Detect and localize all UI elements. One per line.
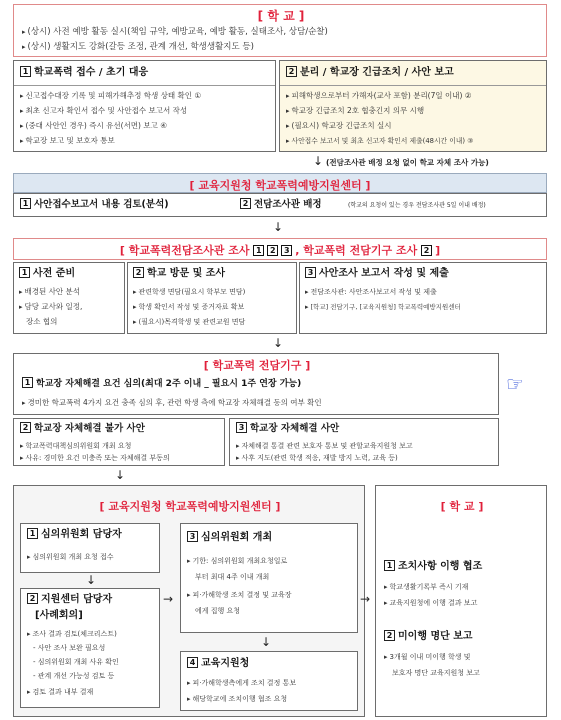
direct-investigation-note: (전담조사관 배정 요청 없이 학교 자체 조사 가능)	[326, 158, 489, 167]
box1-line-2: ▸ 최초 신고자 확인서 접수 및 사안접수 보고서 작성	[20, 104, 187, 118]
arrow-right-icon: →	[360, 592, 371, 606]
box2-line-1: ▸ 피해학생으로부터 가해자(교사 포함) 분리(7일 이내) ②	[286, 89, 472, 103]
school-top-title: [ 학 교 ]	[257, 9, 305, 23]
report-box: 3 사안조사 보고서 작성 및 제출 ▸ 전담조사관: 사안조사보고서 작성 및 제출 ▸ [학교] 전담기구, [교육지원청] 학교폭력예방지원센터	[299, 262, 547, 334]
box2-title: 분리 / 학교장 긴급조치 / 사안 보고	[300, 67, 454, 78]
initial-response-box	[13, 60, 276, 152]
arrow-right-icon: →	[163, 592, 174, 606]
box2-number: 2	[286, 66, 297, 77]
box1-line-3: ▸ (중대 사안인 경우) 즉시 유선(서면) 보고 ④	[20, 119, 167, 133]
arrow-down-icon: ↓	[313, 154, 324, 168]
center1-title: [ 교육지원청 학교폭력예방지원센터 ]	[189, 179, 371, 192]
center1-item1: 사안접수보고서 내용 검토(분석)	[34, 199, 169, 210]
box1-line-1: ▸ 신고접수대장 기록 및 피해가해추정 학생 상태 확인 ①	[20, 89, 201, 103]
center1-item2: 전담조사관 배정	[254, 199, 322, 210]
box1-line-4: ▸ 학교장 보고 및 보호자 통보	[20, 134, 115, 148]
arrow-down-icon: ↓	[273, 336, 284, 350]
arrow-down-icon: ↓	[86, 573, 97, 587]
committee-box: [ 학교폭력 전담기구 ] 1 학교장 자체해결 요건 심의(최대 2주 이내 _ 필요시 1주 연장 가능) ▸ 경미한 학교폭력 4가지 요건 충족 심의 후, 관련 학생 측에 학교장 자체해결 동의 여부 확인	[13, 353, 499, 415]
resolvable-box: 3 학교장 자체해결 사안 ▸ 자체해결 통결 관련 보호자 통보 및 관할교육지원청 보고 ▸ 사후 지도(관련 학생 적응, 재발 방지 노력, 교육 등)	[229, 418, 499, 466]
separation-box	[279, 60, 547, 152]
school-top-box	[13, 4, 547, 57]
box1-title: 학교폭력 접수 / 초기 대응	[34, 67, 149, 78]
hearing-box: 3 심의위원회 개최 ▸ 기한: 심의위원회 개최요청일로 부터 최대 4주 이내 개최 ▸ 피·가해학생 조치 결정 및 교육장 에게 집행 요청	[180, 523, 358, 633]
school-top-line-2: ▸ (상시) 생활지도 강화(갈등 조정, 관계 개선, 학생생활지도 등)	[22, 40, 254, 54]
school-bottom-title: [ 학 교 ]	[440, 500, 484, 513]
education-office-box: 4 교육지원청 ▸ 피·가해학생측에게 조치 결정 통보 ▸ 해당학교에 조치이행 협조 요청	[180, 651, 358, 711]
committee-staff-box: 1 심의위원회 담당자 ▸ 심의위원회 개최 요청 접수	[20, 523, 160, 573]
committee-title: [ 학교폭력 전담기구 ]	[203, 359, 311, 372]
visit-box: 2 학교 방문 및 조사 ▸ 관련학생 면담(필요시 학부모 면담) ▸ 학생 확인서 작성 및 증거자료 확보 ▸ (필요시)목격학생 및 관련교원 면담	[127, 262, 297, 334]
support-staff-box: 2 지원센터 담당자 [사례회의] ▸ 조사 결과 검토(체크리스트) - 사안 조사 보완 필요성 - 심의위원회 개최 사유 확인 - 관계 개선 가능성 검토 등 ▸ 검토 결과 내부 결재	[20, 588, 160, 708]
center1-item2-note: (학교의 요청이 있는 경우 전담조사관 5일 이내 배정)	[348, 202, 486, 209]
box2-line-3: ▸ (필요시) 학교장 긴급조치 실시	[286, 119, 391, 133]
not-resolvable-box: 2 학교장 자체해결 불가 사안 ▸ 학교폭력대책심의위원회 개최 요청 ▸ 사유: 경미한 요건 미충족 또는 자체해결 부동의	[13, 418, 225, 466]
prep-box: 1 사전 준비 ▸ 배경된 사안 분석 ▸ 담당 교사와 일정, 장소 협의	[13, 262, 125, 334]
school-bottom-frame: [ 학 교 ] 1 조치사항 이행 협조 ▸ 학교생활기록부 즉시 기재 ▸ 교육지원청에 이행 결과 보고 2 미이행 명단 보고 ▸ 3개월 이내 미이행 학생 및 보호자 명단 교육지원청 보고	[375, 485, 547, 717]
school-top-line-1: ▸ (상시) 사전 예방 활동 실시(책임 규약, 예방교육, 예방 활동, 실태조사, 상담/순찰)	[22, 25, 328, 39]
arrow-down-icon: ↓	[273, 220, 284, 234]
box2-line-2: ▸ 학교장 긴급조치 2호 협충긴지 의무 시행	[286, 104, 424, 118]
center1-body: 1 사안접수보고서 내용 검토(분석) 2 전담조사관 배정 (학교의 요청이 있는 경우 전담조사관 5일 이내 배정)	[13, 193, 547, 217]
box2-line-4: ▸ 사안접수 보고서 및 최초 신고자 확인서 제출(48시간 이내) ③	[286, 134, 473, 148]
box1-number: 1	[20, 66, 31, 77]
investigation-title-bar: [ 학교폭력전담조사관 조사 1 2 3 , 학교폭력 전담기구 조사 2 ]	[13, 238, 547, 260]
center2-title: [ 교육지원청 학교폭력예방지원센터 ]	[99, 500, 281, 513]
pointing-hand-icon: ☞	[506, 372, 524, 396]
arrow-down-icon: ↓	[261, 635, 272, 649]
investigation-title-b: , 학교폭력 전담기구 조사	[295, 244, 418, 257]
center1-title-bar	[13, 173, 547, 193]
investigation-title-a: [ 학교폭력전담조사관 조사	[119, 244, 250, 257]
arrow-down-icon: ↓	[115, 468, 126, 482]
